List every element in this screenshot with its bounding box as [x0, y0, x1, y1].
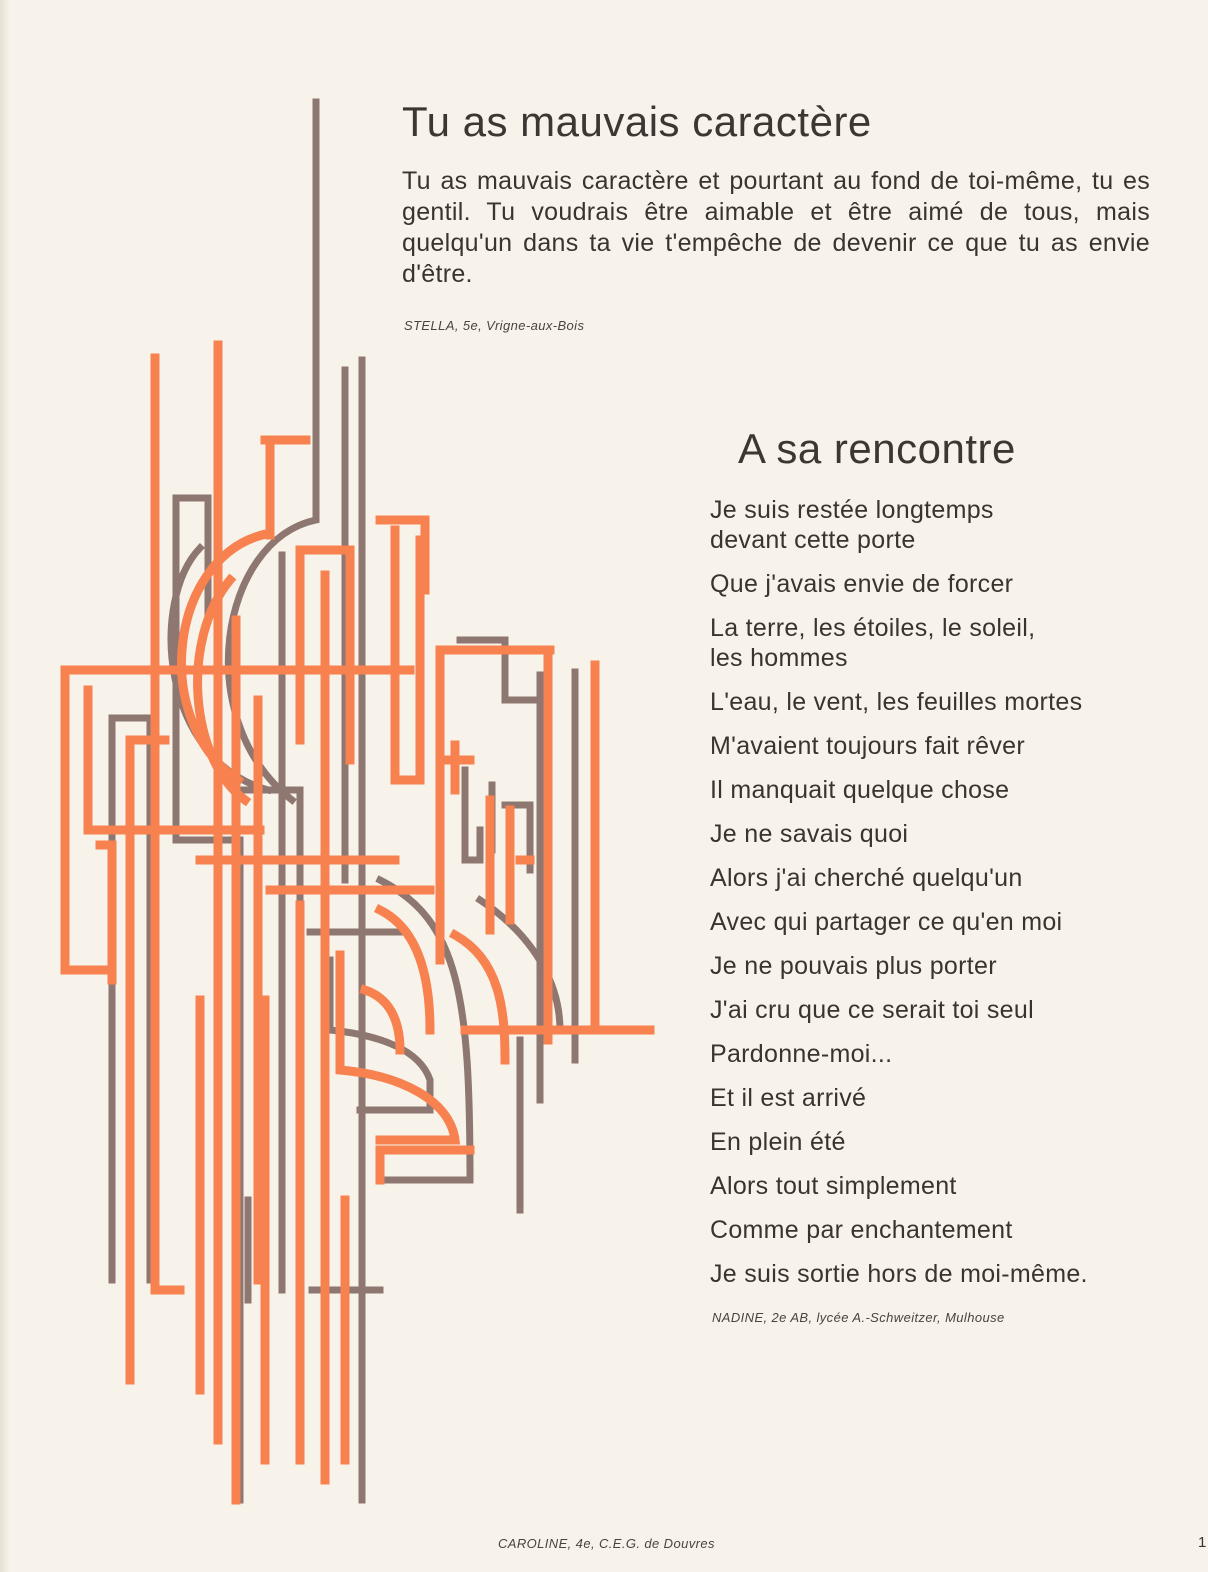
poem-line: Alors tout simplement	[710, 1172, 957, 1200]
poem-line: Que j'avais envie de forcer	[710, 570, 1014, 598]
poem-line: Il manquait quelque chose	[710, 776, 1010, 804]
poem-line: Je ne pouvais plus porter	[710, 952, 997, 980]
poem-line: Je ne savais quoi	[710, 820, 909, 848]
poem-line: En plein été	[710, 1128, 846, 1156]
poem-line: Comme par enchantement	[710, 1216, 1013, 1244]
illustration-credit: CAROLINE, 4e, C.E.G. de Douvres	[498, 1536, 715, 1551]
poem-title-tu-as-mauvais-caractere: Tu as mauvais caractère	[402, 98, 872, 145]
poem-line: Je suis restée longtemps devant cette porte	[710, 496, 994, 554]
page-number: 1	[1198, 1534, 1207, 1551]
poem-line: Je suis sortie hors de moi-même.	[710, 1260, 1088, 1288]
poem-line: Pardonne-moi...	[710, 1040, 893, 1068]
poem-author-nadine: NADINE, 2e AB, lycée A.-Schweitzer, Mulhouse	[712, 1310, 1005, 1325]
poem-text-tu-as-mauvais-caractere: Tu as mauvais caractère et pourtant au fond de toi-même, tu es gentil. Tu voudrais être aimable et être aimé de tous, mais quelqu'un dans ta vie t'empêche de devenir ce que tu as envie d'être.	[402, 167, 1150, 288]
poem-line: La terre, les étoiles, le soleil, les hommes	[710, 614, 1036, 672]
poem-line: Alors j'ai cherché quelqu'un	[710, 864, 1023, 892]
poem-title-a-sa-rencontre: A sa rencontre	[738, 425, 1016, 472]
poem-author-stella: STELLA, 5e, Vrigne-aux-Bois	[404, 318, 585, 333]
poem-line: L'eau, le vent, les feuilles mortes	[710, 688, 1083, 716]
poem-body-a-sa-rencontre	[710, 495, 1180, 1303]
poem-line: J'ai cru que ce serait toi seul	[710, 996, 1034, 1024]
poem-line: M'avaient toujours fait rêver	[710, 732, 1025, 760]
poem-line: Avec qui partager ce qu'en moi	[710, 908, 1063, 936]
poem-line: Et il est arrivé	[710, 1084, 867, 1112]
